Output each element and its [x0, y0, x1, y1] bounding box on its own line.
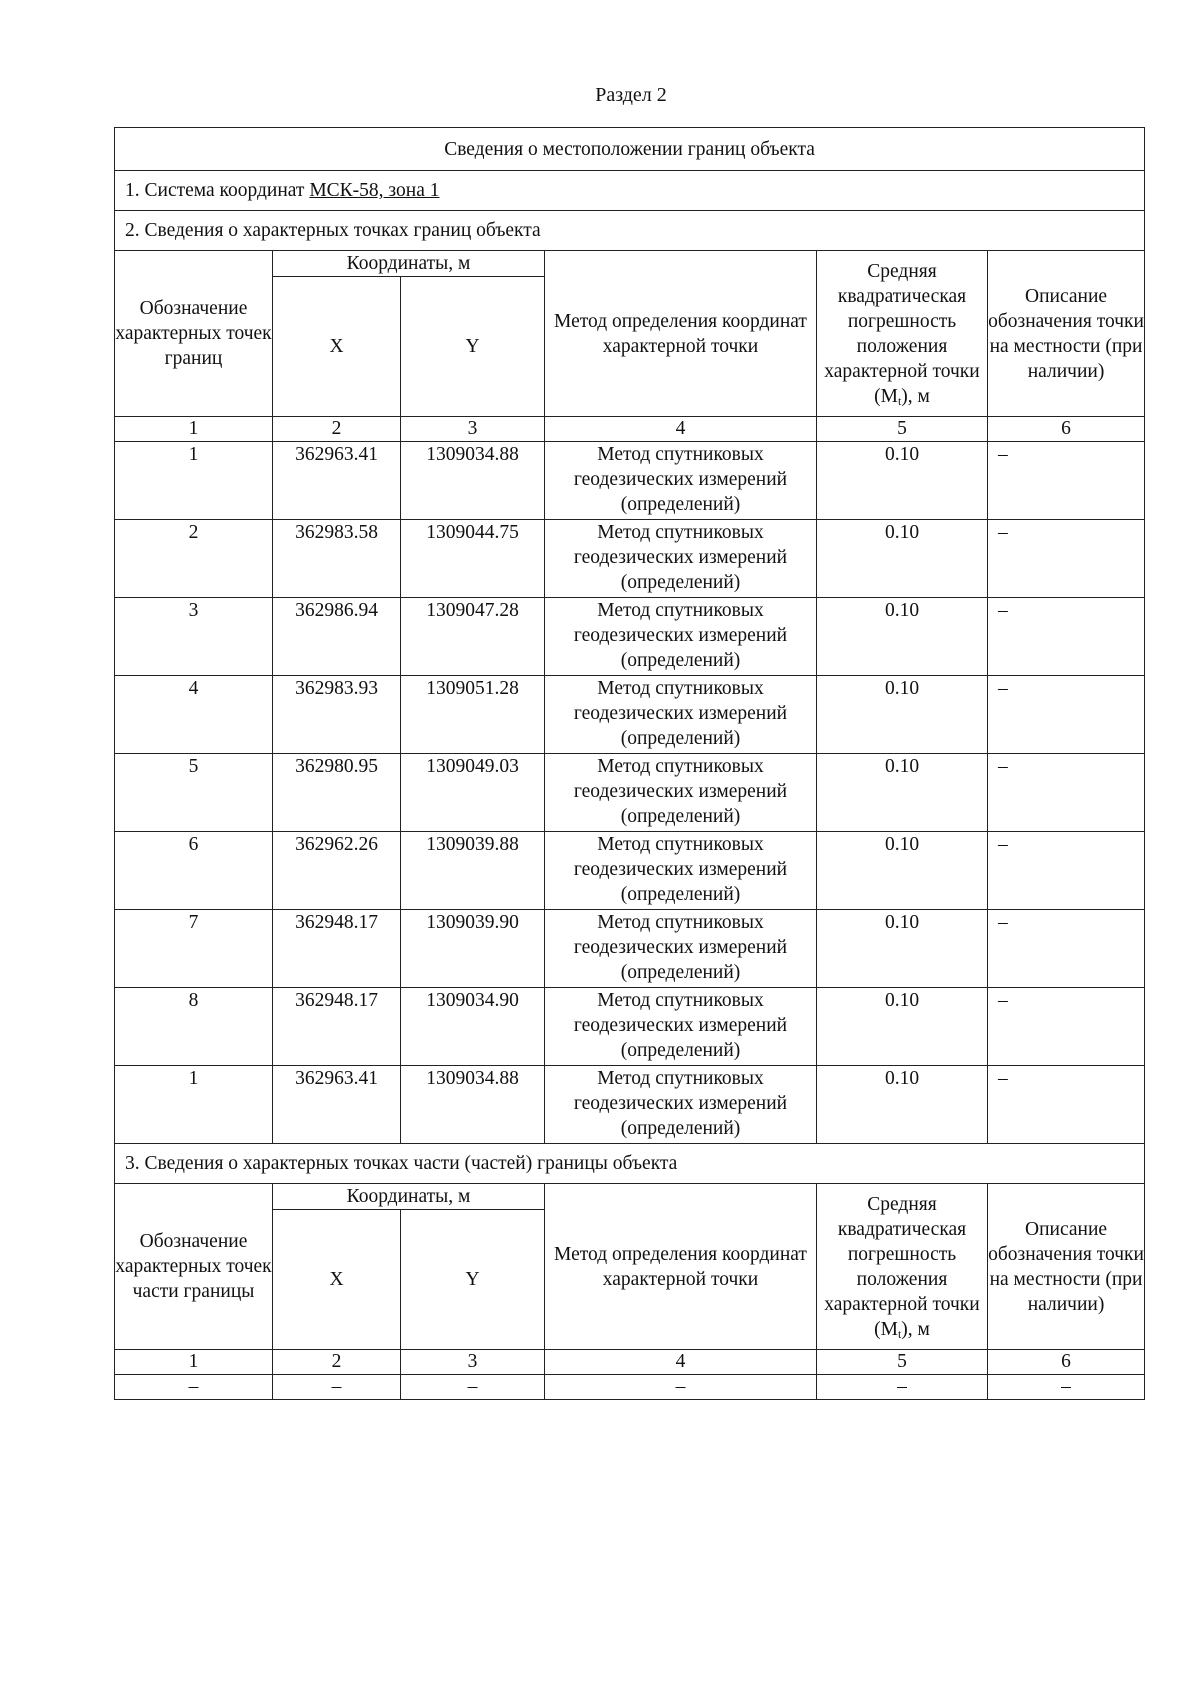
description-cell: – [988, 442, 1145, 520]
x-cell: 362948.17 [273, 910, 401, 988]
description-cell: – [988, 1066, 1145, 1144]
boundary-table [114, 127, 1145, 1400]
method-cell: Метод спутниковых геодезических измерений (определений) [545, 1066, 817, 1144]
error-cell: 0.10 [817, 754, 988, 832]
point-cell: 7 [115, 910, 273, 988]
point-cell: 5 [115, 754, 273, 832]
table-row [115, 1066, 1145, 1144]
section2-column-number: 1 [115, 417, 273, 442]
section2-column-number: 2 [273, 417, 401, 442]
x-cell: 362986.94 [273, 598, 401, 676]
x-cell: 362962.26 [273, 832, 401, 910]
y-cell: 1309039.88 [401, 832, 545, 910]
x-cell: 362963.41 [273, 1066, 401, 1144]
empty-cell: – [401, 1375, 545, 1400]
coord-system-prefix: 1. Система координат [125, 180, 310, 201]
section-heading: Раздел 2 [595, 84, 667, 106]
section3-coords-header: Координаты, м [273, 1184, 545, 1210]
table-row [115, 520, 1145, 598]
section2-column-number: 5 [817, 417, 988, 442]
section2-y-header: Y [401, 277, 545, 417]
section2-error-main: Средняя квадратическая погрешность положения характерной точки (M [824, 260, 980, 407]
section2-method-header: Метод определения координат характерной точки [545, 251, 817, 417]
x-cell: 362983.93 [273, 676, 401, 754]
point-cell: 8 [115, 988, 273, 1066]
description-cell: – [988, 598, 1145, 676]
table-row [115, 754, 1145, 832]
y-cell: 1309034.88 [401, 1066, 545, 1144]
section3-error-tail: ), м [901, 1318, 930, 1340]
section3-error-main: Средняя квадратическая погрешность положения характерной точки (M [824, 1193, 980, 1340]
y-cell: 1309039.90 [401, 910, 545, 988]
coord-system-value: МСК-58, зона 1 [309, 180, 440, 201]
section2-error-sub: t [897, 393, 902, 408]
section3-designation-header: Обозначение характерных точек части границы [115, 1184, 273, 1350]
x-cell: 362980.95 [273, 754, 401, 832]
section3-error-sub: t [897, 1326, 902, 1341]
empty-cell: – [273, 1375, 401, 1400]
method-cell: Метод спутниковых геодезических измерений (определений) [545, 988, 817, 1066]
point-cell: 4 [115, 676, 273, 754]
section3-column-number: 4 [545, 1350, 817, 1375]
section3-column-number: 6 [988, 1350, 1145, 1375]
table-title-row [115, 128, 1145, 171]
point-cell: 1 [115, 1066, 273, 1144]
boundary-document [114, 127, 1144, 1400]
error-cell: 0.10 [817, 676, 988, 754]
section3-column-number: 2 [273, 1350, 401, 1375]
point-cell: 3 [115, 598, 273, 676]
x-cell: 362963.41 [273, 442, 401, 520]
error-cell: 0.10 [817, 988, 988, 1066]
y-cell: 1309044.75 [401, 520, 545, 598]
error-cell: 0.10 [817, 1066, 988, 1144]
description-cell: – [988, 910, 1145, 988]
method-cell: Метод спутниковых геодезических измерений (определений) [545, 442, 817, 520]
section3-error-header [817, 1184, 988, 1350]
description-cell: – [988, 754, 1145, 832]
error-cell: 0.10 [817, 598, 988, 676]
coord-system-row [115, 171, 1145, 211]
section2-description-header: Описание обозначения точки на местности (при наличии) [988, 251, 1145, 417]
y-cell: 1309034.88 [401, 442, 545, 520]
method-cell: Метод спутниковых геодезических измерений (определений) [545, 754, 817, 832]
method-cell: Метод спутниковых геодезических измерений (определений) [545, 832, 817, 910]
description-cell: – [988, 988, 1145, 1066]
section2-designation-header: Обозначение характерных точек границ [115, 251, 273, 417]
empty-cell: – [988, 1375, 1145, 1400]
section3-title: 3. Сведения о характерных точках части (частей) границы объекта [115, 1144, 1145, 1184]
y-cell: 1309034.90 [401, 988, 545, 1066]
method-cell: Метод спутниковых геодезических измерений (определений) [545, 520, 817, 598]
section3-description-header: Описание обозначения точки на местности (при наличии) [988, 1184, 1145, 1350]
section2-title: 2. Сведения о характерных точках границ объекта [115, 211, 1145, 251]
coord-system [115, 171, 1145, 211]
section2-column-number: 3 [401, 417, 545, 442]
table-row [115, 598, 1145, 676]
x-cell: 362983.58 [273, 520, 401, 598]
table-title: Сведения о местоположении границ объекта [115, 128, 1145, 171]
section2-error-tail: ), м [901, 385, 930, 407]
section2-title-row [115, 211, 1145, 251]
section2-error-header [817, 251, 988, 417]
section2-header-row [115, 251, 1145, 277]
section3-column-number: 5 [817, 1350, 988, 1375]
section2-column-number: 6 [988, 417, 1145, 442]
description-cell: – [988, 676, 1145, 754]
method-cell: Метод спутниковых геодезических измерений (определений) [545, 910, 817, 988]
table-row [115, 988, 1145, 1066]
section3-y-header: Y [401, 1210, 545, 1350]
description-cell: – [988, 832, 1145, 910]
error-cell: 0.10 [817, 910, 988, 988]
table-row [115, 910, 1145, 988]
y-cell: 1309051.28 [401, 676, 545, 754]
empty-cell: – [817, 1375, 988, 1400]
method-cell: Метод спутниковых геодезических измерений (определений) [545, 676, 817, 754]
point-cell: 1 [115, 442, 273, 520]
section3-method-header: Метод определения координат характерной точки [545, 1184, 817, 1350]
section2-coords-header: Координаты, м [273, 251, 545, 277]
error-cell: 0.10 [817, 520, 988, 598]
table-row [115, 1375, 1145, 1400]
table-row [115, 832, 1145, 910]
error-cell: 0.10 [817, 442, 988, 520]
section3-column-number: 3 [401, 1350, 545, 1375]
section2-x-header: X [273, 277, 401, 417]
description-cell: – [988, 520, 1145, 598]
section3-header-row [115, 1184, 1145, 1210]
error-cell: 0.10 [817, 832, 988, 910]
method-cell: Метод спутниковых геодезических измерений (определений) [545, 598, 817, 676]
empty-cell: – [115, 1375, 273, 1400]
point-cell: 6 [115, 832, 273, 910]
section3-x-header: X [273, 1210, 401, 1350]
y-cell: 1309049.03 [401, 754, 545, 832]
point-cell: 2 [115, 520, 273, 598]
table-row [115, 676, 1145, 754]
x-cell: 362948.17 [273, 988, 401, 1066]
section3-column-number: 1 [115, 1350, 273, 1375]
section3-title-row [115, 1144, 1145, 1184]
empty-cell: – [545, 1375, 817, 1400]
table-row [115, 442, 1145, 520]
section3-column-numbers-row [115, 1350, 1145, 1375]
section2-column-numbers-row [115, 417, 1145, 442]
y-cell: 1309047.28 [401, 598, 545, 676]
section2-column-number: 4 [545, 417, 817, 442]
